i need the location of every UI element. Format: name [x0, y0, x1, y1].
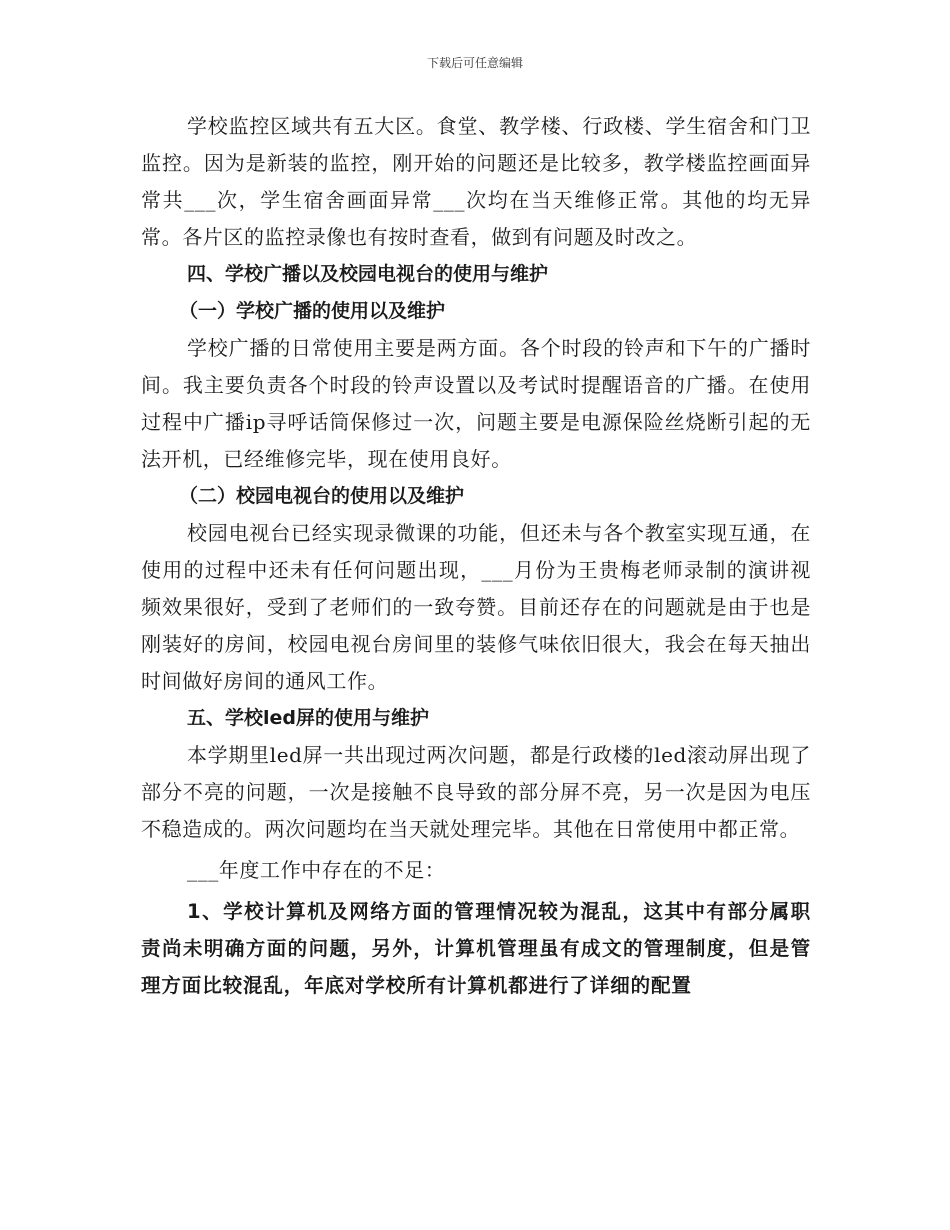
subsection-heading-tv: （二）校园电视台的使用以及维护 — [179, 485, 465, 507]
shortcoming-intro: ___年度工作中存在的不足： — [187, 858, 446, 882]
led-paragraph: 本学期里led屏一共出现过两次问题，都是行政楼的led滚动屏出现了部分不亮的问题，一次是接触不良导致的部分屏不亮，另一次是因为电压不稳造成的。两次问题均在当天就处理完毕。其他在日常使用中都正常。 — [141, 743, 811, 841]
subsection-heading-broadcast: （一）学校广播的使用以及维护 — [179, 300, 446, 322]
broadcast-paragraph: 学校广播的日常使用主要是两方面。各个时段的铃声和下午的广播时间。我主要负责各个时段的铃声设置以及考试时提醒语音的广播。在使用过程中广播ip寻呼话筒保修过一次，问题主要是电源保险丝烧断引起的无法开机，已经维修完毕，现在使用良好。 — [141, 336, 811, 471]
document-body — [141, 108, 811, 1004]
shortcoming-item-1: 1、学校计算机及网络方面的管理情况较为混乱，这其中有部分属职责尚未明确方面的问题，另外，计算机管理虽有成文的管理制度，但是管理方面比较混乱，年底对学校所有计算机都进行了详细的配置 — [141, 900, 811, 997]
tv-paragraph: 校园电视台已经实现录微课的功能，但还未与各个教室实现互通，在使用的过程中还未有任何问题出现，___月份为王贵梅老师录制的演讲视频效果很好，受到了老师们的一致夸赞。目前还存在的问题就是由于也是刚装好的房间，校园电视台房间里的装修气味依旧很大，我会在每天抽出时间做好房间的通风工作。 — [141, 521, 811, 693]
section-heading-4: 四、学校广播以及校园电视台的使用与维护 — [187, 263, 549, 285]
page-header-note: 下载后可任意编辑 — [426, 56, 523, 70]
monitoring-paragraph: 学校监控区域共有五大区。食堂、教学楼、行政楼、学生宿舍和门卫监控。因为是新装的监控，刚开始的问题还是比较多，教学楼监控画面异常共___次，学生宿舍画面异常___次均在当天维修正常。其他的均无异常。各片区的监控录像也有按时查看，做到有问题及时改之。 — [141, 114, 811, 249]
section-heading-5: 五、学校led屏的使用与维护 — [187, 707, 430, 729]
